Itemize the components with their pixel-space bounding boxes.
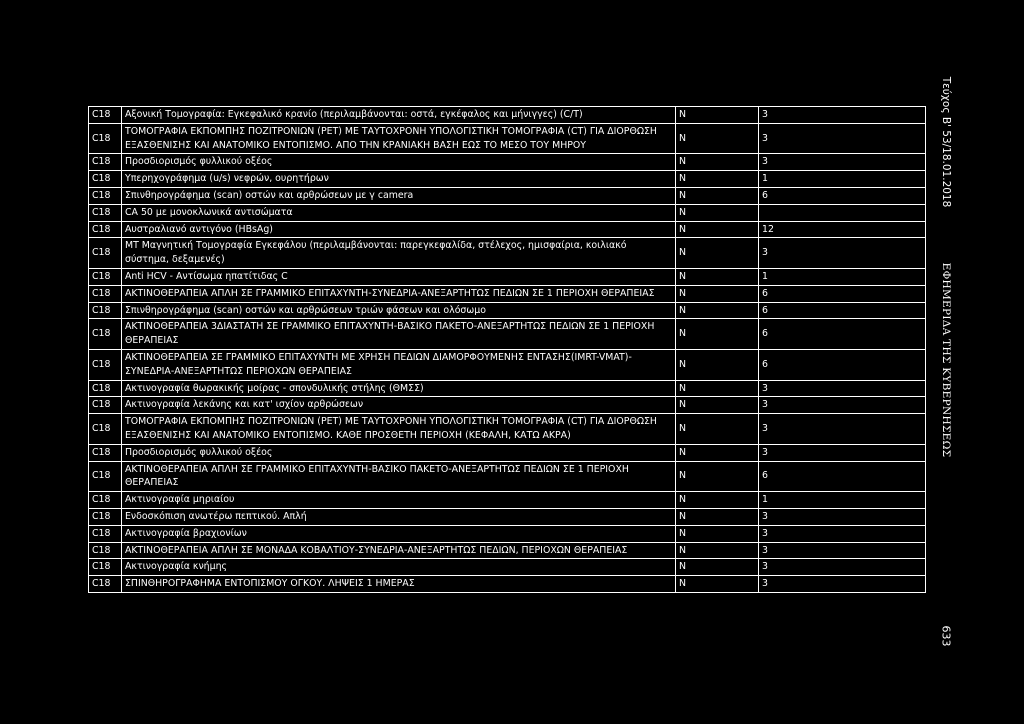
flag-cell: N — [676, 444, 759, 461]
quantity-cell: 6 — [759, 285, 926, 302]
table-row — [89, 559, 926, 576]
flag-cell: N — [676, 414, 759, 445]
quantity-cell: 3 — [759, 123, 926, 154]
description-cell: Υπερηχογράφημα (u/s) νεφρών, ουρητήρων — [122, 171, 676, 188]
description-cell: Αξονική Τομογραφία: Εγκεφαλικό κρανίο (περιλαμβάνονται: οστά, εγκέφαλος και μήνιγγες) (C/T) — [122, 107, 676, 124]
description-cell: ΣΠΙΝΘΗΡΟΓΡΑΦΗΜΑ ΕΝΤΟΠΙΣΜΟΥ ΟΓΚΟΥ. ΛΗΨΕΙΣ 1 ΗΜΕΡΑΣ — [122, 576, 676, 593]
description-cell: CA 50 με μονοκλωνικά αντισώματα — [122, 204, 676, 221]
code-cell: C18 — [89, 525, 122, 542]
flag-cell: N — [676, 559, 759, 576]
table-row — [89, 525, 926, 542]
code-cell: C18 — [89, 187, 122, 204]
code-cell: C18 — [89, 508, 122, 525]
table-row — [89, 414, 926, 445]
flag-cell: N — [676, 397, 759, 414]
table-row — [89, 285, 926, 302]
quantity-cell: 3 — [759, 107, 926, 124]
flag-cell: N — [676, 171, 759, 188]
flag-cell: N — [676, 461, 759, 492]
quantity-cell: 3 — [759, 542, 926, 559]
issue-label: Τεύχος Β' 53/18.01.2018 — [940, 76, 952, 208]
table-row — [89, 302, 926, 319]
description-cell: Σπινθηρογράφημα (scan) οστών και αρθρώσεων τριών φάσεων και ολόσωμο — [122, 302, 676, 319]
code-cell: C18 — [89, 123, 122, 154]
description-cell: ΑΚΤΙΝΟΘΕΡΑΠΕΙΑ ΣΕ ΓΡΑΜΜΙΚΟ ΕΠΙΤΑΧΥΝΤΗ ΜΕ ΧΡΗΣΗ ΠΕΔΙΩΝ ΔΙΑΜΟΡΦΟΥΜΕΝΗΣ ΕΝΤΑΣΗΣ(IMRT-VMAT)-ΣΥΝΕΔΡΙΑ-ΑΝΕΞΑΡΤΗΤΩΣ ΠΕΡΙΟΧΩΝ ΘΕΡΑΠΕΙΑΣ — [122, 349, 676, 380]
flag-cell: N — [676, 319, 759, 350]
table-row — [89, 319, 926, 350]
description-cell: ΤΟΜΟΓΡΑΦΙΑ ΕΚΠΟΜΠΗΣ ΠΟΖΙΤΡΟΝΙΩΝ (PET) ΜΕ ΤΑΥΤΟΧΡΟΝΗ ΥΠΟΛΟΓΙΣΤΙΚΗ ΤΟΜΟΓΡΑΦΙΑ (CT) ΓΙΑ ΔΙΟΡΘΩΣΗ ΕΞΑΣΘΕΝΙΣΗΣ ΚΑΙ ΑΝΑΤΟΜΙΚΟ ΕΝΤΟΠΙΣΜΟ. ΑΠΟ ΤΗΝ ΚΡΑΝΙΑΚΗ ΒΑΣΗ ΕΩΣ ΤΟ ΜΕΣΟ ΤΟΥ ΜΗΡΟΥ — [122, 123, 676, 154]
flag-cell: N — [676, 107, 759, 124]
description-cell: Ακτινογραφία βραχιονίων — [122, 525, 676, 542]
code-cell: C18 — [89, 204, 122, 221]
procedures-table-body — [89, 107, 926, 593]
description-cell: Ακτινογραφία θωρακικής μοίρας - σπονδυλικής στήλης (ΘΜΣΣ) — [122, 380, 676, 397]
quantity-cell: 12 — [759, 221, 926, 238]
code-cell: C18 — [89, 559, 122, 576]
table-row — [89, 107, 926, 124]
table-row — [89, 221, 926, 238]
code-cell: C18 — [89, 154, 122, 171]
table-row — [89, 542, 926, 559]
flag-cell: N — [676, 154, 759, 171]
flag-cell: N — [676, 268, 759, 285]
description-cell: Ακτινογραφία λεκάνης και κατ' ισχίον αρθρώσεων — [122, 397, 676, 414]
flag-cell: N — [676, 221, 759, 238]
quantity-cell: 1 — [759, 268, 926, 285]
flag-cell: N — [676, 492, 759, 509]
flag-cell: N — [676, 380, 759, 397]
description-cell: Προσδιορισμός φυλλικού οξέος — [122, 154, 676, 171]
table-row — [89, 492, 926, 509]
code-cell: C18 — [89, 349, 122, 380]
table-row — [89, 461, 926, 492]
flag-cell: N — [676, 123, 759, 154]
flag-cell: N — [676, 238, 759, 269]
table-row — [89, 349, 926, 380]
flag-cell: N — [676, 349, 759, 380]
quantity-cell: 1 — [759, 171, 926, 188]
description-cell: MT Μαγνητική Τομογραφία Εγκεφάλου (περιλαμβάνονται: παρεγκεφαλίδα, στέλεχος, ημισφαίρια, κοιλιακό σύστημα, δεξαμενές) — [122, 238, 676, 269]
code-cell: C18 — [89, 492, 122, 509]
table-row — [89, 187, 926, 204]
code-cell: C18 — [89, 576, 122, 593]
description-cell: ΑΚΤΙΝΟΘΕΡΑΠΕΙΑ 3ΔΙΑΣΤΑΤΗ ΣΕ ΓΡΑΜΜΙΚΟ ΕΠΙΤΑΧΥΝΤΗ-ΒΑΣΙΚΟ ΠΑΚΕΤΟ-ΑΝΕΞΑΡΤΗΤΩΣ ΠΕΔΙΩΝ ΣΕ 1 ΠΕΡΙΟΧΗ ΘΕΡΑΠΕΙΑΣ — [122, 319, 676, 350]
description-cell: Ακτινογραφία κνήμης — [122, 559, 676, 576]
flag-cell: N — [676, 302, 759, 319]
code-cell: C18 — [89, 444, 122, 461]
code-cell: C18 — [89, 414, 122, 445]
description-cell: Ακτινογραφία μηριαίου — [122, 492, 676, 509]
code-cell: C18 — [89, 319, 122, 350]
code-cell: C18 — [89, 221, 122, 238]
description-cell: ΑΚΤΙΝΟΘΕΡΑΠΕΙΑ ΑΠΛΗ ΣΕ ΜΟΝΑΔΑ ΚΟΒΑΛΤΙΟΥ-ΣΥΝΕΔΡΙΑ-ΑΝΕΞΑΡΤΗΤΩΣ ΠΕΔΙΩΝ, ΠΕΡΙΟΧΩΝ ΘΕΡΑΠΕΙΑΣ — [122, 542, 676, 559]
code-cell: C18 — [89, 268, 122, 285]
code-cell: C18 — [89, 461, 122, 492]
quantity-cell: 3 — [759, 576, 926, 593]
flag-cell: N — [676, 204, 759, 221]
quantity-cell: 3 — [759, 444, 926, 461]
code-cell: C18 — [89, 542, 122, 559]
quantity-cell: 3 — [759, 508, 926, 525]
description-cell: ΤΟΜΟΓΡΑΦΙΑ ΕΚΠΟΜΠΗΣ ΠΟΖΙΤΡΟΝΙΩΝ (PET) ΜΕ ΤΑΥΤΟΧΡΟΝΗ ΥΠΟΛΟΓΙΣΤΙΚΗ ΤΟΜΟΓΡΑΦΙΑ (CT) ΓΙΑ ΔΙΟΡΘΩΣΗ ΕΞΑΣΘΕΝΙΣΗΣ ΚΑΙ ΑΝΑΤΟΜΙΚΟ ΕΝΤΟΠΙΣΜΟ. ΚΑΘΕ ΠΡΟΣΘΕΤΗ ΠΕΡΙΟΧΗ (ΚΕΦΑΛΗ, ΚΑΤΩ ΑΚΡΑ) — [122, 414, 676, 445]
flag-cell: N — [676, 525, 759, 542]
code-cell: C18 — [89, 171, 122, 188]
description-cell: Σπινθηρογράφημα (scan) οστών και αρθρώσεων με γ camera — [122, 187, 676, 204]
table-row — [89, 397, 926, 414]
quantity-cell: 3 — [759, 380, 926, 397]
description-cell: Προσδιορισμός φυλλικού οξέος — [122, 444, 676, 461]
quantity-cell — [759, 204, 926, 221]
table-row — [89, 576, 926, 593]
description-cell: ΑΚΤΙΝΟΘΕΡΑΠΕΙΑ ΑΠΛΗ ΣΕ ΓΡΑΜΜΙΚΟ ΕΠΙΤΑΧΥΝΤΗ-ΒΑΣΙΚΟ ΠΑΚΕΤΟ-ΑΝΕΞΑΡΤΗΤΩΣ ΠΕΔΙΩΝ ΣΕ 1 ΠΕΡΙΟΧΗ ΘΕΡΑΠΕΙΑΣ — [122, 461, 676, 492]
table-row — [89, 238, 926, 269]
quantity-cell: 3 — [759, 414, 926, 445]
quantity-cell: 3 — [759, 238, 926, 269]
quantity-cell: 6 — [759, 349, 926, 380]
code-cell: C18 — [89, 238, 122, 269]
code-cell: C18 — [89, 397, 122, 414]
description-cell: Anti HCV - Αντίσωμα ηπατίτιδας C — [122, 268, 676, 285]
table-row — [89, 123, 926, 154]
flag-cell: N — [676, 508, 759, 525]
code-cell: C18 — [89, 285, 122, 302]
description-cell: Αυστραλιανό αντιγόνο (HBsAg) — [122, 221, 676, 238]
gazette-title: ΕΦΗΜΕΡΙΔΑ ΤΗΣ ΚΥΒΕΡΝΗΣΕΩΣ — [940, 262, 952, 458]
table-row — [89, 204, 926, 221]
quantity-cell: 3 — [759, 525, 926, 542]
flag-cell: N — [676, 285, 759, 302]
code-cell: C18 — [89, 107, 122, 124]
quantity-cell: 6 — [759, 319, 926, 350]
description-cell: Ενδοσκόπιση ανωτέρω πεπτικού. Απλή — [122, 508, 676, 525]
quantity-cell: 6 — [759, 461, 926, 492]
table-row — [89, 268, 926, 285]
quantity-cell: 1 — [759, 492, 926, 509]
table-row — [89, 508, 926, 525]
quantity-cell: 3 — [759, 154, 926, 171]
quantity-cell: 3 — [759, 559, 926, 576]
description-cell: ΑΚΤΙΝΟΘΕΡΑΠΕΙΑ ΑΠΛΗ ΣΕ ΓΡΑΜΜΙΚΟ ΕΠΙΤΑΧΥΝΤΗ-ΣΥΝΕΔΡΙΑ-ΑΝΕΞΑΡΤΗΤΩΣ ΠΕΔΙΩΝ ΣΕ 1 ΠΕΡΙΟΧΗ ΘΕΡΑΠΕΙΑΣ — [122, 285, 676, 302]
quantity-cell: 3 — [759, 397, 926, 414]
flag-cell: N — [676, 576, 759, 593]
page-number: 633 — [939, 625, 953, 647]
procedures-table — [88, 106, 926, 593]
flag-cell: N — [676, 187, 759, 204]
quantity-cell: 6 — [759, 302, 926, 319]
quantity-cell: 6 — [759, 187, 926, 204]
table-row — [89, 154, 926, 171]
code-cell: C18 — [89, 302, 122, 319]
table-row — [89, 380, 926, 397]
code-cell: C18 — [89, 380, 122, 397]
table-row — [89, 444, 926, 461]
table-row — [89, 171, 926, 188]
flag-cell: N — [676, 542, 759, 559]
